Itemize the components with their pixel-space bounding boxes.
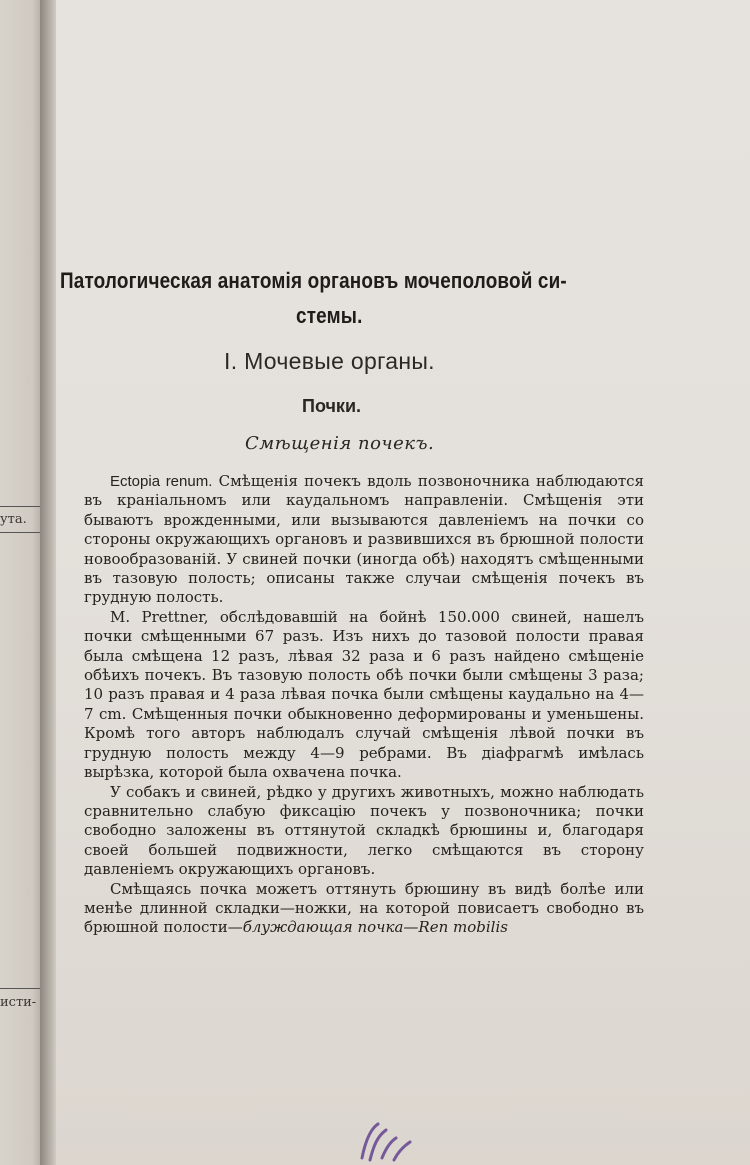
- paragraph-text: Смѣщаясь почка можетъ оттянуть брюшину въ видѣ болѣе или менѣе длинной складки—ножки, на которой повисаетъ свободно въ брюшной полости—: [84, 879, 644, 937]
- paragraph-text: M. Prettner, обслѣдовавшій на бойнѣ 150.000 свиней, нашелъ почки смѣщенными 67 разъ. Изъ нихъ до тазовой полости правая была смѣщена 12 разъ, лѣвая 32 раза и 6 разъ найдено смѣщеніе обѣихъ почекъ. Въ тазовую полость обѣ почки были смѣщены 3 раза; 10 разъ правая и 4 раза лѣвая почка были смѣщены каудально на 4—7 cm. Смѣщенныя почки обыкновенно деформированы и уменьшены. Кромѣ того авторъ наблюдалъ случай смѣщенія лѣвой почки въ грудную полость между 4—9 ребрами. Въ діафрагмѣ имѣлась вырѣзка, которой была охвачена почка.: [84, 607, 644, 782]
- section-title: I. Мочевые органы.: [224, 348, 435, 374]
- paragraph-lead-term: Ectopia renum.: [110, 473, 213, 490]
- facing-page-rule: [0, 532, 40, 533]
- paragraph: [84, 880, 644, 938]
- facing-page-fragment: исти-: [0, 995, 37, 1010]
- topic-heading: Смѣщенія почекъ.: [245, 433, 435, 454]
- chapter-title-line-1: Патологическая анатомія органовъ мочеполовой си-: [60, 268, 567, 293]
- paragraph: [84, 608, 644, 783]
- facing-page-rule: [0, 988, 40, 989]
- ink-stamp-mark: [356, 1118, 416, 1162]
- paragraph-text: Смѣщенія почекъ вдоль позвоночника наблюдаются въ краніальномъ или каудальномъ направленіи. Смѣщенія эти бываютъ врожденными, или вызываются давленіемъ на почки со стороны окружающихъ органовъ и развившихся въ брюшной полости новообразованій. У свиней почки (иногда обѣ) находятъ смѣщенными въ тазовую полость; описаны также случаи смѣщенія почекъ въ грудную полость.: [84, 472, 644, 607]
- chapter-title-line-2: стемы.: [296, 303, 363, 328]
- paragraph-text: У собакъ и свиней, рѣдко у другихъ животныхъ, можно наблюдать сравнительно слабую фиксацію почекъ у позвоночника; почки свободно заложены въ оттянутой складкѣ брюшины и, благодаря своей большей подвижности, легко смѣщаются въ сторону давленіемъ окружающихъ органовъ.: [84, 782, 644, 879]
- subsection-title: Почки.: [302, 396, 362, 416]
- body-text: [84, 472, 644, 938]
- paragraph-italic-term: блуждающая почка—Ren mobilis: [242, 918, 508, 937]
- paragraph: [84, 783, 644, 880]
- book-page: [56, 0, 750, 1165]
- paragraph: [84, 472, 644, 608]
- facing-page-rule: [0, 506, 40, 507]
- facing-page-fragment: ута.: [0, 512, 27, 527]
